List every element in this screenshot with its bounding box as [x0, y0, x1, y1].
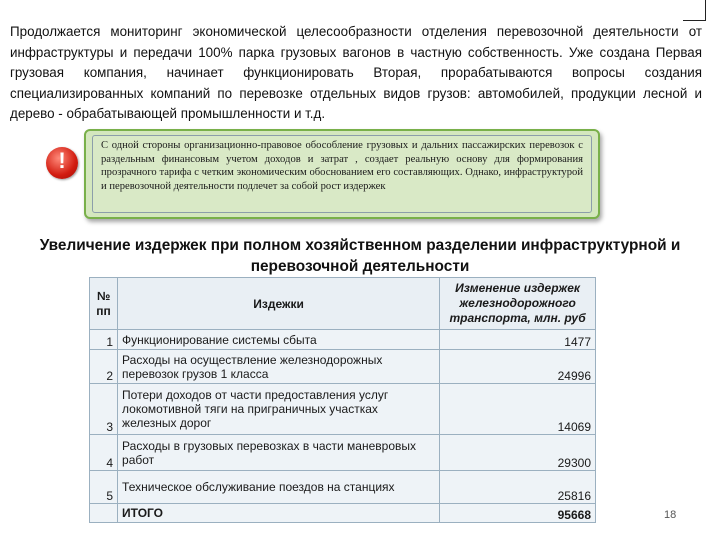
table-header-row [90, 278, 596, 330]
row-value: 14069 [440, 384, 596, 435]
table-total-row [90, 504, 596, 523]
table-row [90, 384, 596, 435]
row-no: 1 [90, 330, 118, 350]
table-row [90, 330, 596, 350]
note-inner [92, 135, 592, 213]
row-value: 24996 [440, 350, 596, 384]
exclamation-icon: ! [46, 147, 78, 179]
row-item: Техническое обслуживание поездов на станциях [118, 471, 440, 504]
costs-table [89, 277, 596, 523]
intro-paragraph: Продолжается мониторинг экономической целесообразности отделения перевозочной деятельности от инфраструктуры и передачи 100% парка грузовых вагонов в частную собственность. Уже создана Первая грузовая компания, начинает функционировать Вторая, прорабатываются вопросы создания специализированных компаний по перевозке отдельных видов грузов: автомобилей, продукции лесной и дерево - обрабатывающей промышленности и т.д. [10, 24, 702, 121]
total-label: ИТОГО [118, 504, 440, 523]
row-no: 3 [90, 384, 118, 435]
row-no: 2 [90, 350, 118, 384]
page-number: 18 [664, 509, 677, 521]
total-no [90, 504, 118, 523]
header-value: Изменение издержек железнодорожного транспорта, млн. руб [440, 278, 596, 330]
row-item: Функционирование системы сбыта [118, 330, 440, 350]
row-item: Расходы на осуществление железнодорожных перевозок грузов 1 класса [118, 350, 440, 384]
table-title: Увеличение издержек при полном хозяйственном разделении инфраструктурной и перевозочной деятельности [39, 237, 681, 275]
row-value: 1477 [440, 330, 596, 350]
table-row [90, 350, 596, 384]
header-no: № пп [90, 278, 118, 330]
row-value: 29300 [440, 435, 596, 471]
header-item: Издежки [118, 278, 440, 330]
row-item: Расходы в грузовых перевозках в части маневровых работ [118, 435, 440, 471]
row-value: 25816 [440, 471, 596, 504]
table-row [90, 435, 596, 471]
total-value: 95668 [440, 504, 596, 523]
note-text: С одной стороны организационно-правовое обособление грузовых и дальних пассажирских перевозок с раздельным финансовым учетом доходов и затрат , создает реальную основу для формирования прозрачного тарифа с четким экономическим обоснованием его составляющих. Однако, инфраструктурой и перевозочной деятельности подлечет за собой рост издержек [101, 140, 583, 192]
note-box [84, 129, 600, 219]
row-no: 5 [90, 471, 118, 504]
corner-mark [683, 0, 706, 21]
table-row [90, 471, 596, 504]
row-item: Потери доходов от части предоставления услуг локомотивной тяги на приграничных участках железных дорог [118, 384, 440, 435]
row-no: 4 [90, 435, 118, 471]
